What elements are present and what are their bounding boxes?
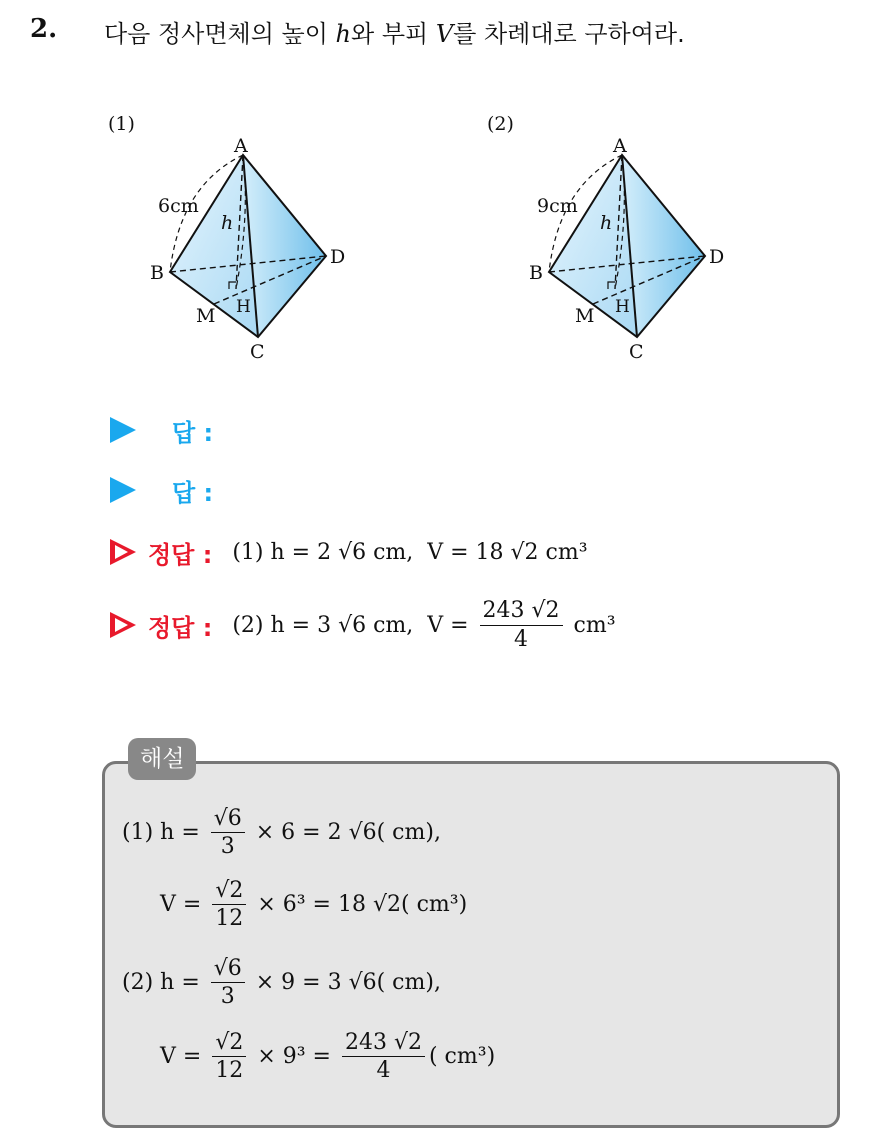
vertex-label-M: M (575, 305, 595, 327)
height-label: h (600, 212, 613, 234)
vertex-label-H: H (236, 297, 251, 317)
answer-label: 답 : (172, 418, 214, 447)
solution-line-2: V = $\frac{√2}{12}$ × 6³ = 18 √2( cm³) (160, 878, 468, 932)
vertex-label-D: D (709, 246, 725, 268)
correct-marker-icon (110, 539, 136, 565)
question-text: 다음 정사면체의 높이 h와 부피 V를 차례대로 구하여라. (104, 20, 685, 48)
answer-blank-2 (110, 473, 213, 507)
vertex-label-H: H (615, 297, 630, 317)
answer-marker-icon (110, 477, 136, 503)
correct-label: 정답 : (148, 540, 213, 569)
vertex-label-A: A (234, 135, 248, 157)
figure-1-label: (1) (108, 113, 135, 135)
vertex-label-C: C (250, 341, 265, 363)
solution-line-1: (1) h = $\frac{√6}{3}$ × 6 = 2 √6( cm), (122, 806, 441, 860)
correct-answer-1 (110, 535, 588, 569)
solution-line-4: V = $\frac{√2}{12}$ × 9³ = $\frac{243 √2}{4}$ ( cm³) (160, 1030, 496, 1084)
solution-line-3: (2) h = $\frac{√6}{3}$ × 9 = 3 √6( cm), (122, 956, 441, 1010)
tetrahedron-2 (529, 135, 724, 363)
vertex-label-A: A (613, 135, 627, 157)
vertex-label-M: M (196, 305, 216, 327)
vertex-label-B: B (150, 262, 164, 284)
height-symbol: h (335, 20, 352, 48)
correct-answer-expr: (1) h = 2 √6 cm, V = 18 √2 cm³ (232, 539, 588, 565)
vertex-label-C: C (629, 341, 644, 363)
volume-symbol: V (435, 20, 454, 48)
correct-answer-expr: (2) h = 3 √6 cm, V = $\frac{243 √2}{4}$ cm³ (232, 598, 616, 652)
solution-tag: 해설 (128, 738, 196, 780)
edge-length-label: 9cm (537, 195, 578, 217)
vertex-label-D: D (330, 246, 346, 268)
answer-blank-1 (110, 413, 213, 447)
answer-marker-icon (110, 417, 136, 443)
correct-answer-2 (110, 598, 616, 652)
tetrahedron-1 (150, 135, 345, 363)
correct-label: 정답 : (148, 613, 213, 642)
question-number: 2. (30, 14, 58, 44)
fraction: $\frac{243 √2}{4}$ (480, 598, 563, 652)
figure-2-label: (2) (487, 113, 514, 135)
height-label: h (221, 212, 234, 234)
vertex-label-B: B (529, 262, 543, 284)
answer-label: 답 : (172, 478, 214, 507)
correct-marker-icon (110, 612, 136, 638)
tetrahedron-figures (0, 0, 884, 400)
edge-length-label: 6cm (158, 195, 199, 217)
